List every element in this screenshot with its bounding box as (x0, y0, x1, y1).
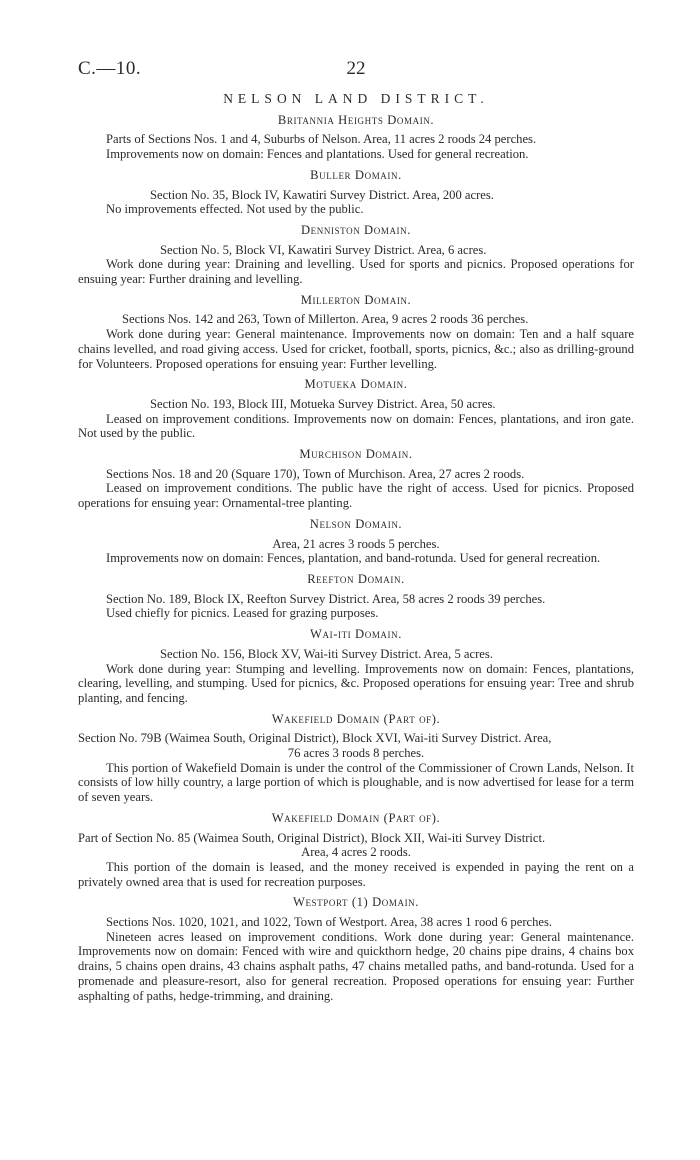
domain-detail-paragraph: Work done during year: Draining and levelling. Used for sports and picnics. Proposed operations for ensuing year: Further draining and levelling. (78, 257, 634, 287)
domain-area-line: Sections Nos. 1020, 1021, and 1022, Town of Westport. Area, 38 acres 1 rood 6 perches. (106, 915, 553, 930)
domain-area-line: Parts of Sections Nos. 1 and 4, Suburbs of Nelson. Area, 11 acres 2 roods 24 perches. (106, 132, 537, 147)
domain-heading-motueka: Motueka Domain. (304, 377, 408, 392)
domain-detail-paragraph: Work done during year: Stumping and levelling. Improvements now on domain: Fences, plantations, clearing, levelling, and stumping. Used for picnics, &c. Proposed operations for ensuing year: Tree and shrub planting, and fencing. (78, 661, 634, 705)
domain-area-line: Area, 21 acres 3 roods 5 perches. (272, 536, 440, 551)
domain-area-line: Section No. 35, Block IV, Kawatiri Survey District. Area, 200 acres. (150, 187, 494, 202)
domain-area-line: Section No. 156, Block XV, Wai-iti Survey District. Area, 5 acres. (160, 646, 493, 661)
domain-detail-paragraph: Nineteen acres leased on improvement conditions. Work done during year: General maintenance. Improvements now on domain: Fenced with wire and quickthorn hedge, 20 chains pipe drains, 4 chains box drains, 5 chains open drains, 43 chains asphalt paths, 47 chains metalled paths, and band-rotunda. Used for a promenade and pleasure-resort, also for general recreation. Proposed operations for ensuing year: Further asphalting of paths, hedge-trimming, and draining. (78, 929, 634, 1003)
domain-area-line: Section No. 193, Block III, Motueka Survey District. Area, 50 acres. (150, 396, 496, 411)
domain-detail-paragraph: Work done during year: General maintenance. Improvements now on domain: Ten and a half square chains levelled, and road giving access. Used for cricket, football, sports, picnics, &c.; also as drilling-ground for Volunteers. Proposed operations for ensuing year: Further levelling. (78, 327, 634, 371)
domain-heading-wai-iti: Wai-iti Domain. (310, 627, 402, 642)
domain-heading-wakefield-part-1: Wakefield Domain (Part of). (271, 711, 441, 726)
page-header (78, 58, 634, 82)
domain-heading-denniston: Denniston Domain. (300, 222, 412, 237)
domain-heading-murchison: Murchison Domain. (299, 447, 413, 462)
domain-heading-wakefield-part-2: Wakefield Domain (Part of). (271, 810, 441, 825)
domain-detail-paragraph: This portion of the domain is leased, and the money received is expended in paying the rent on a privately owned area that is used for recreation purposes. (78, 859, 634, 889)
domain-area-line: Area, 4 acres 2 roods. (301, 845, 411, 860)
domain-area-line: Sections Nos. 18 and 20 (Square 170), Town of Murchison. Area, 27 acres 2 roods. (106, 466, 525, 481)
domain-detail-paragraph: Leased on improvement conditions. Improvements now on domain: Fences, plantations, and iron gate. Not used by the public. (78, 411, 634, 441)
domain-heading-buller: Buller Domain. (310, 167, 402, 182)
page-number: 22 (346, 58, 366, 79)
domain-area-line: 76 acres 3 roods 8 perches. (287, 746, 425, 761)
domain-detail-paragraph: Leased on improvement conditions. The public have the right of access. Used for picnics. Proposed operations for ensuing year: Ornamental-tree planting. (78, 481, 634, 511)
domain-area-line: Section No. 5, Block VI, Kawatiri Survey District. Area, 6 acres. (160, 242, 487, 257)
domain-heading-westport: Westport (1) Domain. (292, 895, 420, 910)
domain-area-line: Section No. 189, Block IX, Reefton Survey District. Area, 58 acres 2 roods 39 perches. (106, 591, 546, 606)
domain-heading-millerton: Millerton Domain. (300, 292, 412, 307)
domain-heading-britannia-heights: Britannia Heights Domain. (277, 112, 435, 127)
domain-area-line: Sections Nos. 142 and 263, Town of Millerton. Area, 9 acres 2 roods 36 perches. (122, 312, 529, 327)
domain-detail-paragraph: Used chiefly for picnics. Leased for grazing purposes. (106, 606, 379, 621)
domain-heading-reefton: Reefton Domain. (307, 571, 405, 586)
domain-detail-paragraph: No improvements effected. Not used by the public. (106, 202, 364, 217)
domain-section-line: Part of Section No. 85 (Waimea South, Original District), Block XII, Wai-iti Survey District. (78, 830, 546, 845)
domain-detail-paragraph: This portion of Wakefield Domain is under the control of the Commissioner of Crown Lands, Nelson. It consists of low hilly country, a large portion of which is ploughable, and is now advertised for lease for a term of seven years. (78, 760, 634, 805)
domain-heading-nelson: Nelson Domain. (309, 516, 403, 531)
domain-section-line: Section No. 79B (Waimea South, Original District), Block XVI, Wai-iti Survey District. Area, (78, 731, 552, 746)
document-body (78, 92, 634, 1003)
district-title: NELSON LAND DISTRICT. (223, 91, 489, 106)
report-reference: C.—10. (78, 58, 142, 79)
domain-detail-paragraph: Improvements now on domain: Fences, plantation, and band-rotunda. Used for general recreation. (106, 551, 601, 566)
domain-detail-paragraph: Improvements now on domain: Fences and plantations. Used for general recreation. (106, 147, 529, 162)
